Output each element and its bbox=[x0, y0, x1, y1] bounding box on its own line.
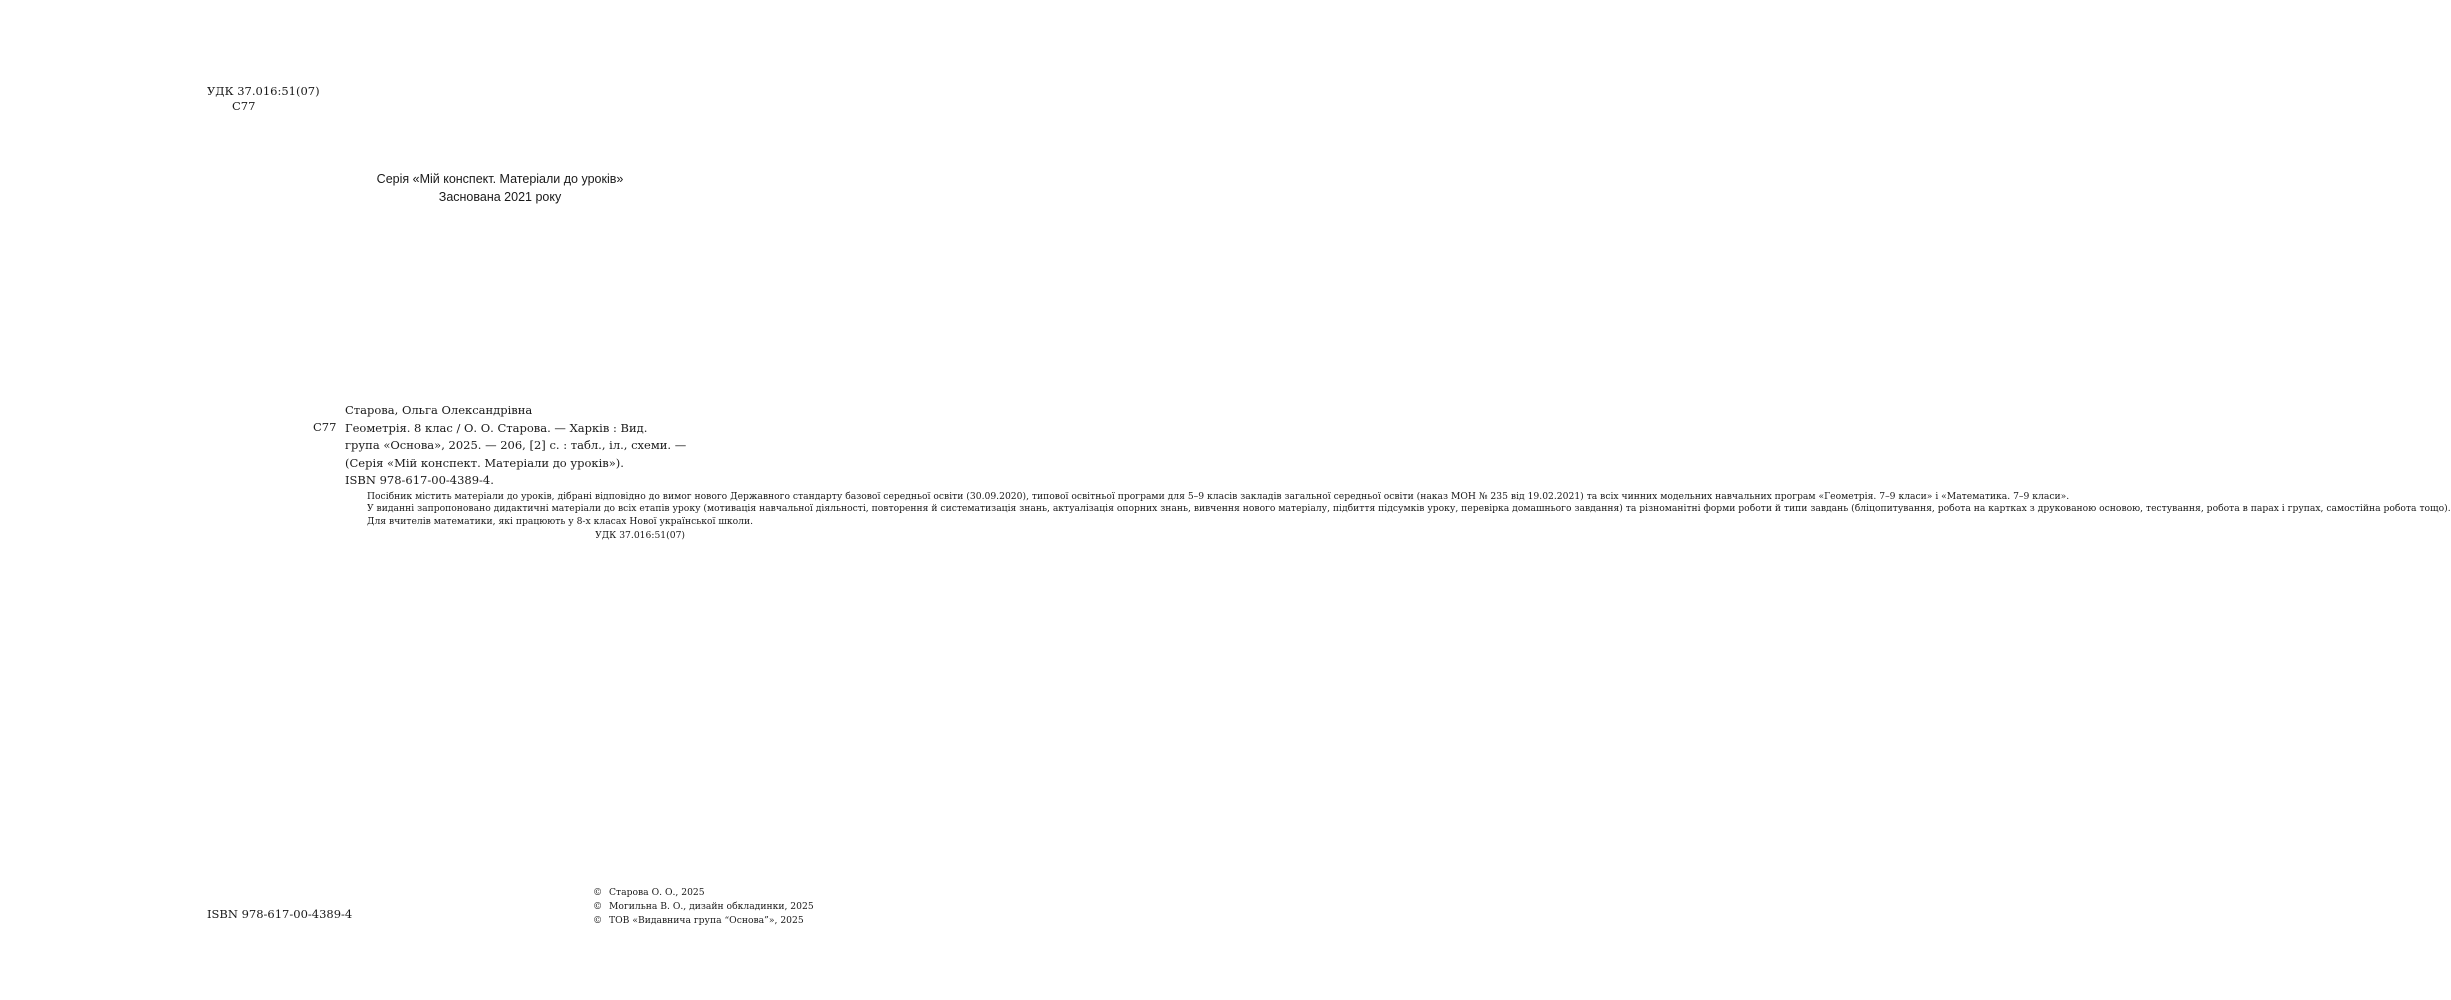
catalog-card bbox=[345, 402, 2451, 543]
series-title: Серія «Мій конспект. Матеріали до уроків» bbox=[376, 172, 624, 186]
copyright-text: ТОВ «Видавнича група “Основа”», 2025 bbox=[609, 915, 804, 926]
bib-line: Геометрія. 8 клас / О. О. Старова. — Харків : Вид. bbox=[345, 420, 648, 435]
catalog-author: Старова, Ольга Олександрівна bbox=[345, 403, 533, 417]
copyright-text: Могильна В. О., дизайн обкладинки, 2025 bbox=[609, 901, 814, 912]
author-code: С77 bbox=[232, 99, 256, 113]
catalog-isbn: ISBN 978-617-00-4389-4. bbox=[345, 473, 494, 487]
copyright-line bbox=[593, 900, 814, 914]
catalog-udk: УДК 37.016:51(07) bbox=[595, 530, 685, 541]
abstract-paragraph: Для вчителів математики, які працюють у 8-х класах Нової української школи. bbox=[367, 515, 754, 527]
abstract bbox=[345, 490, 2451, 543]
abstract-paragraph: У виданні запропоновано дидактичні матеріали до всіх етапів уроку (мотивація навчальної діяльності, повторення й систематизація знань, актуалізація опорних знань, вивчення нового матеріалу, підбиття підсумків уроку, перевірка домашнього завдання) та різноманітні форми роботи й типи завдань (бліцопитування, робота на картках з друкованою основою, тестування, робота в парах і групах, самостійна робота тощо). bbox=[367, 503, 2451, 514]
copyright-icon: © bbox=[593, 901, 603, 912]
udk-header bbox=[207, 84, 320, 114]
footer-isbn: ISBN 978-617-00-4389-4 bbox=[207, 907, 353, 921]
udk-code: УДК 37.016:51(07) bbox=[207, 84, 320, 98]
series-info bbox=[0, 170, 1000, 206]
catalog-author-code: С77 bbox=[313, 420, 337, 434]
copyright-block bbox=[593, 886, 814, 928]
abstract-paragraph: Посібник містить матеріали до уроків, дібрані відповідно до вимог нового Державного стандарту базової середньої освіти (30.09.2020), типової освітньої програми для 5–9 класів закладів загальної середньої освіти (наказ МОН № 235 від 19.02.2021) та всіх чинних модельних навчальних програм «Геометрія. 7–9 класи» і «Математика. 7–9 класи». bbox=[367, 490, 2070, 502]
copyright-line bbox=[593, 914, 814, 928]
bibliographic-description bbox=[345, 420, 685, 473]
copyright-line bbox=[593, 886, 814, 900]
bib-line: (Серія «Мій конспект. Матеріали до уроків»). bbox=[345, 455, 624, 470]
bib-line: група «Основа», 2025. — 206, [2] с. : табл., іл., схеми. — bbox=[345, 438, 687, 452]
series-founded: Заснована 2021 року bbox=[438, 190, 562, 204]
copyright-text: Старова О. О., 2025 bbox=[609, 887, 705, 898]
copyright-icon: © bbox=[593, 887, 603, 898]
copyright-icon: © bbox=[593, 915, 603, 926]
